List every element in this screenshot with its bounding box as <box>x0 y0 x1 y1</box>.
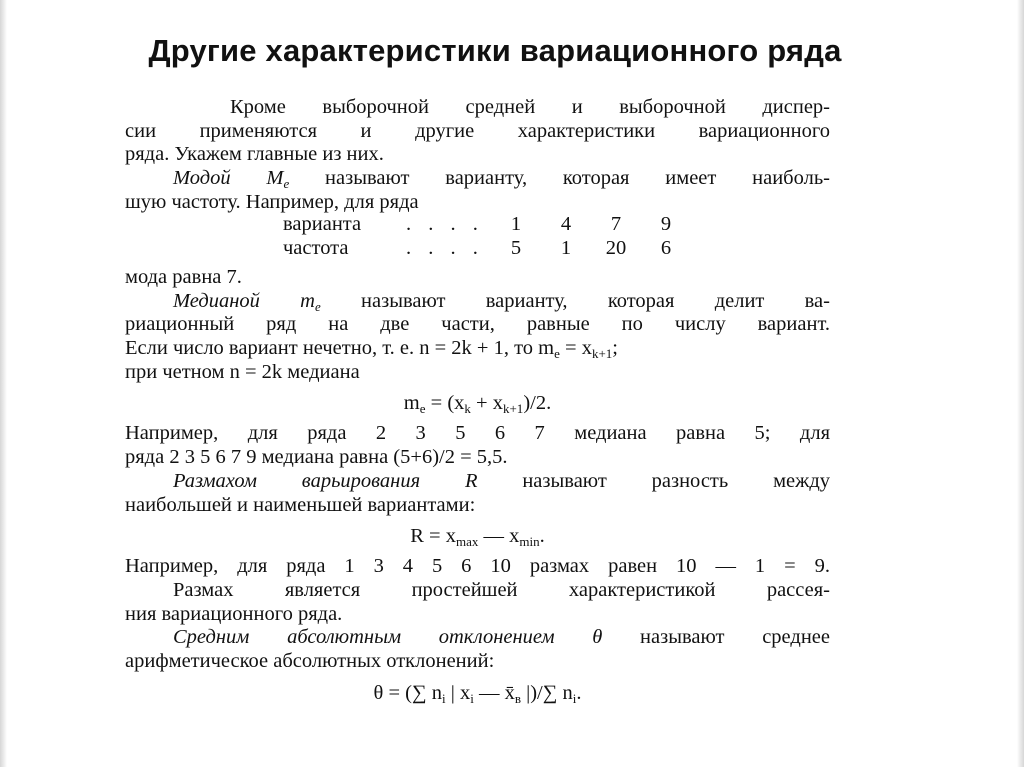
mode-term <box>173 167 290 192</box>
formula-part: = (x <box>425 392 465 415</box>
formula-sub: min <box>519 534 540 550</box>
formula-part: m <box>403 392 420 415</box>
median-formula <box>125 384 830 422</box>
mode-term-sub: e <box>283 176 290 192</box>
formula-sub: i <box>441 690 446 706</box>
formula-sub: k <box>464 401 471 417</box>
page-title: Другие характеристики вариационного ряда <box>148 33 842 68</box>
intro-line-1: Кроме выборочной средней и выборочной диспер- <box>230 96 830 118</box>
formula-part: )/2. <box>523 392 552 415</box>
formula-sub: e <box>419 401 426 417</box>
leader-dots: . . . . <box>406 237 484 259</box>
variant-frequency-table <box>283 212 691 260</box>
median-definition-rest: называют варианту, которая делит ва- <box>320 289 830 312</box>
mad-definition-line-2: арифметическое абсолютных отклонений: <box>125 649 495 672</box>
formula-sub: k+1 <box>502 401 524 417</box>
mode-definition-rest: называют варианту, которая имеет наиболь- <box>289 167 830 190</box>
table-cell: 9 <box>660 213 672 235</box>
mad-term: Средним абсолютным отклонением θ <box>173 626 603 649</box>
range-example-line-1: Например, для ряда 1 3 4 5 6 10 размах равен 10 — 1 = 9. <box>125 555 830 578</box>
range-definition-line-2: наибольшей и наименьшей вариантами: <box>125 493 476 516</box>
median-term-sub: e <box>314 298 321 314</box>
median-definition-line-2: риационный ряд на две части, равные по числу вариант. <box>125 313 830 336</box>
table-cell: 7 <box>610 213 622 235</box>
median-odd-tail: = x <box>559 337 592 360</box>
mode-result: мода равна 7. <box>125 266 242 288</box>
table-cell: 1 <box>510 213 522 235</box>
intro-paragraph <box>125 96 830 214</box>
formula-sub: max <box>456 534 479 550</box>
range-example-line-2: Размах является простейшей характеристикой рассея- <box>173 578 830 601</box>
table-cell: 4 <box>560 213 572 235</box>
table-cell: 6 <box>660 237 672 259</box>
right-page-edge <box>1017 0 1024 767</box>
median-example-line-1: Например, для ряда 2 3 5 6 7 медиана равна 5; для <box>125 422 830 445</box>
median-definition-line-3 <box>125 337 830 361</box>
main-body <box>125 266 830 712</box>
range-example-line-3: ния вариационного ряда. <box>125 602 343 625</box>
formula-part: R = x <box>410 525 456 548</box>
median-odd-sub: e <box>554 346 560 362</box>
median-term-text: Медианой m <box>173 289 315 312</box>
table-row-variants <box>283 212 691 236</box>
median-definition-line-1 <box>125 290 830 314</box>
formula-part: + x <box>470 392 503 415</box>
formula-part: — x <box>478 525 520 548</box>
row-label-variant: варианта <box>283 213 362 235</box>
median-odd-end: ; <box>612 337 618 360</box>
mad-definition-rest: называют среднее <box>602 626 830 649</box>
range-definition-line-1 <box>125 470 830 494</box>
range-formula <box>125 517 830 555</box>
range-term: Размахом варьирования R <box>173 469 478 492</box>
mad-formula <box>125 674 830 712</box>
formula-part: — x̄ <box>473 681 515 704</box>
formula-sub: в <box>514 690 521 706</box>
formula-part: . <box>576 681 582 704</box>
formula-part: |)/∑ n <box>520 681 573 704</box>
intro-line-3: ряда. Укажем главные из них. <box>125 143 384 166</box>
mad-definition-line-1 <box>125 626 830 650</box>
median-odd-text: Если число вариант нечетно, т. е. n = 2k + 1, то m <box>125 337 555 360</box>
range-definition-rest: называют разность между <box>477 469 830 492</box>
left-page-edge <box>0 0 7 767</box>
mode-definition-line-2: шую частоту. Например, для ряда <box>125 190 419 213</box>
mode-definition-line-1 <box>125 167 830 191</box>
formula-part: θ = (∑ n <box>373 681 442 704</box>
formula-part: | x <box>445 681 471 704</box>
median-term <box>173 290 321 312</box>
mode-term-text: Модой M <box>173 167 284 190</box>
median-definition-line-4: при четном n = 2k медиана <box>125 360 360 383</box>
row-label-frequency: частота <box>283 237 349 259</box>
table-cell: 5 <box>510 237 522 259</box>
formula-sub: i <box>572 690 577 706</box>
median-odd-sub2: k+1 <box>591 346 613 362</box>
table-row-frequencies <box>283 236 691 260</box>
intro-line-2: сии применяются и другие характеристики вариационного <box>125 119 830 142</box>
formula-sub: i <box>470 690 474 706</box>
table-cell: 1 <box>560 237 572 259</box>
leader-dots: . . . . <box>406 213 484 235</box>
table-cell: 20 <box>605 237 627 259</box>
median-example-line-2: ряда 2 3 5 6 7 9 медиана равна (5+6)/2 = 5,5. <box>125 446 508 469</box>
formula-part: . <box>539 525 545 548</box>
